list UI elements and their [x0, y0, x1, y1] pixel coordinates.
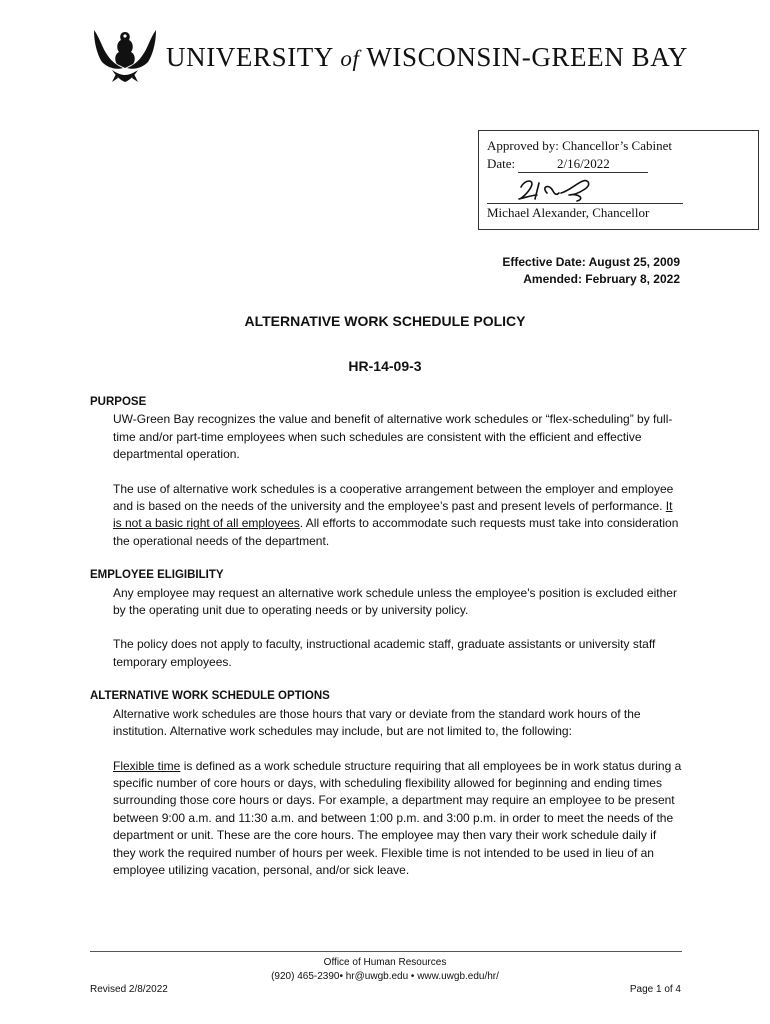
- approved-by-label: Approved by: Chancellor’s Cabinet: [487, 138, 672, 153]
- footer-revised: Revised 2/8/2022: [90, 984, 168, 995]
- section-heading-options: ALTERNATIVE WORK SCHEDULE OPTIONS: [90, 690, 330, 703]
- signature-line: [487, 175, 683, 204]
- flexible-time-term: Flexible time: [113, 758, 181, 773]
- university-name: [166, 42, 688, 73]
- purpose-p2-text-b: . All efforts to accommodate such requests must take into consideration the operational needs of the department.: [113, 516, 679, 548]
- phoenix-logo-icon: [90, 24, 160, 84]
- approval-box: [478, 130, 759, 230]
- section-heading-eligibility: EMPLOYEE ELIGIBILITY: [90, 569, 224, 582]
- footer-divider: [90, 951, 682, 952]
- purpose-paragraph-1: UW-Green Bay recognizes the value and benefit of alternative work schedules or “flex-scheduling” by full-time and/or part-time employees when such schedules are consistent with the efficient and effective departmental operation.: [113, 412, 673, 462]
- footer-office: Office of Human Resources: [323, 957, 447, 968]
- eligibility-paragraph-2: The policy does not apply to faculty, instructional academic staff, graduate assistants or university staff temporary employees.: [113, 637, 656, 669]
- date-label: Date:: [487, 156, 516, 171]
- amended-date: Amended: February 8, 2022: [523, 272, 680, 286]
- university-name-part1: UNIVERSITY: [166, 42, 333, 72]
- policy-number: HR-14-09-3: [348, 358, 422, 374]
- approval-date-value: 2/16/2022: [518, 156, 648, 173]
- purpose-p2-underlined: It is not a basic right of all employees: [113, 499, 673, 531]
- university-name-of: of: [340, 46, 360, 71]
- effective-date: Effective Date: August 25, 2009: [502, 255, 680, 269]
- options-paragraph-1: Alternative work schedules are those hours that vary or deviate from the standard work hours of the institution. Alternative work schedules may include, but are not limited to, the following:: [113, 706, 641, 739]
- section-heading-purpose: PURPOSE: [90, 396, 147, 408]
- purpose-paragraph-2: [113, 481, 682, 551]
- policy-title: ALTERNATIVE WORK SCHEDULE POLICY: [244, 313, 526, 329]
- university-name-part2: WISCONSIN-GREEN BAY: [366, 42, 688, 72]
- flexible-time-definition: is defined as a work schedule structure requiring that all employees be in work status during a specific number of core hours or days, with scheduling flexibility allowed for beginning and ending times surrounding those core hours or days. For example, a department may require an employee to be present between 9:00 a.m. and 11:30 a.m. and between 1:00 p.m. and 3:00 p.m. in order to meet the needs of the department or unit. These are the core hours. The employee may then vary their work schedule daily if they work the required number of hours per week. Flexible time is not intended to be used in lieu of an employee utilizing vacation, personal, and/or sick leave.: [113, 758, 682, 877]
- eligibility-paragraph-1: Any employee may request an alternative work schedule unless the employee's position is excluded either by the operating unit due to operating needs or by university policy.: [113, 585, 677, 618]
- policy-body: [90, 394, 682, 896]
- handwritten-signature: [513, 173, 613, 203]
- signer-name: Michael Alexander, Chancellor: [487, 205, 650, 220]
- options-paragraph-2: [113, 758, 682, 880]
- footer-contact: (920) 465-2390• hr@uwgb.edu • www.uwgb.edu/hr/: [271, 971, 499, 982]
- approval-date-row: [487, 155, 750, 173]
- effective-dates: [502, 254, 680, 288]
- footer-page-number: Page 1 of 4: [629, 984, 681, 995]
- purpose-p2-text-a: The use of alternative work schedules is a cooperative arrangement between the employer and employee and is based on the needs of the university and the employee’s past and present levels of performance.: [113, 481, 674, 514]
